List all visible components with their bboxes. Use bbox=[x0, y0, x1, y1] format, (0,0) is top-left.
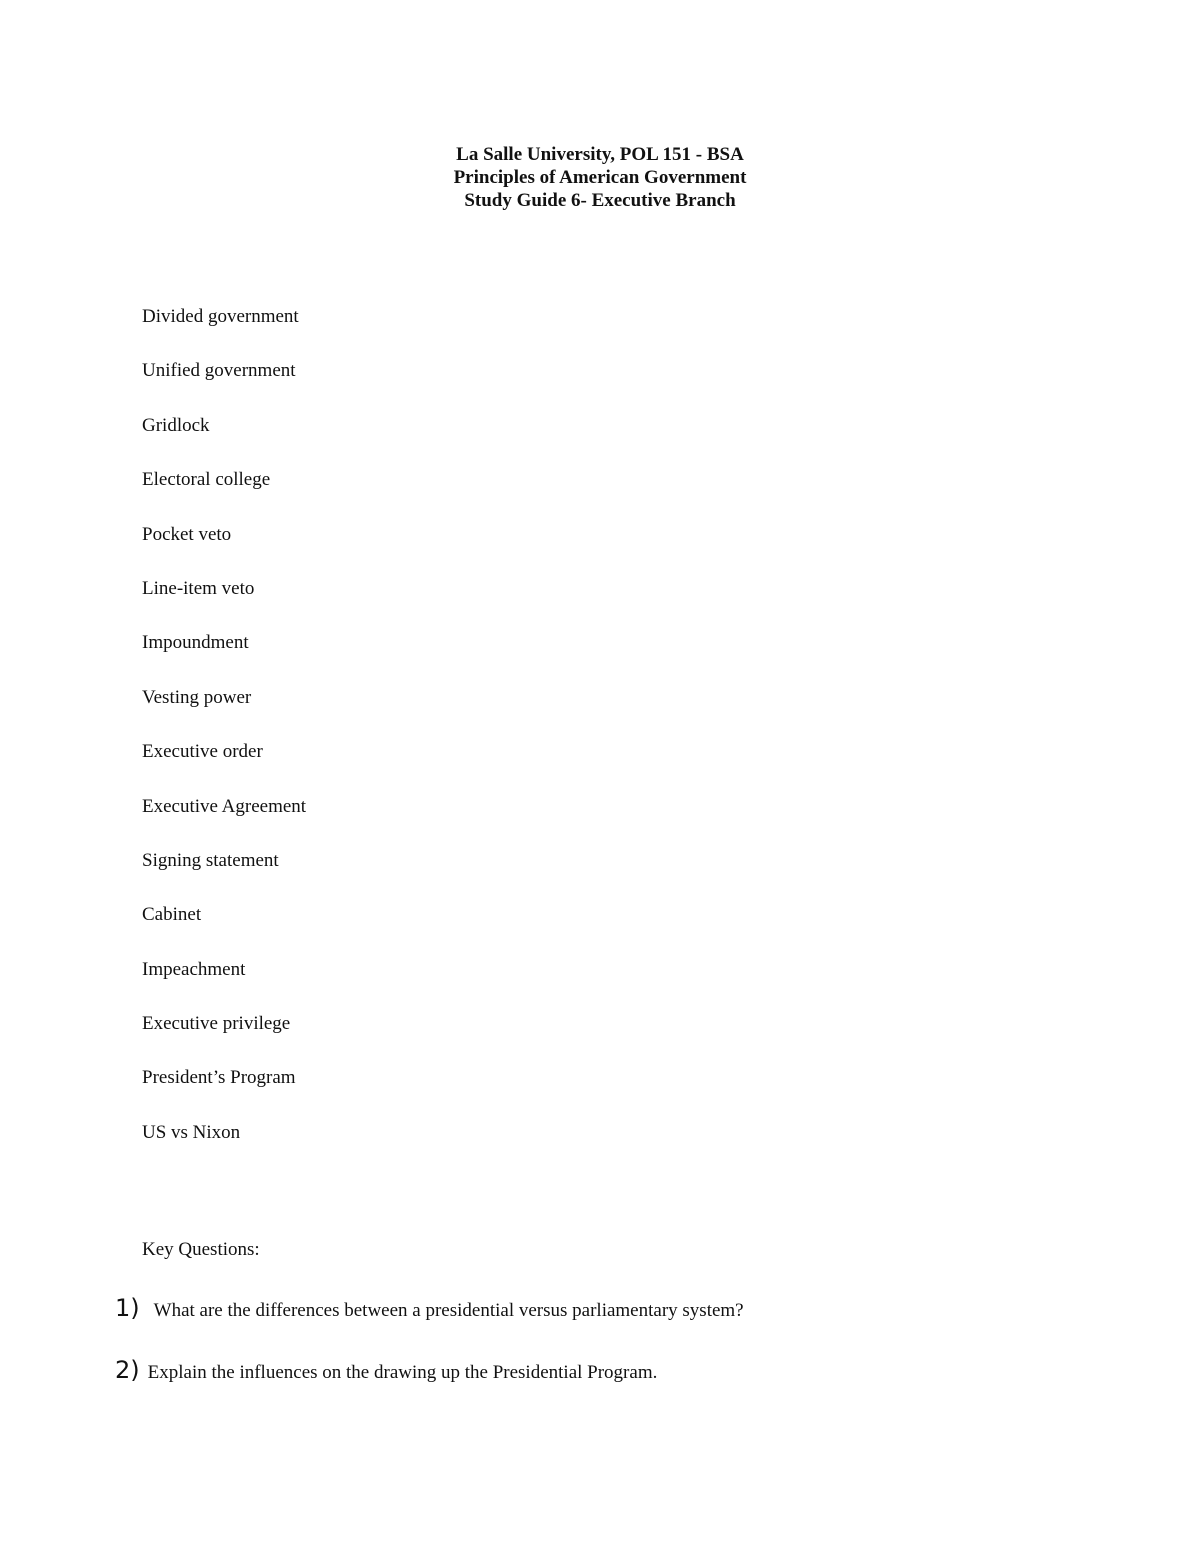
question-text: Explain the influences on the drawing up the Presidential Program. bbox=[147, 1362, 658, 1383]
term-item: Divided government bbox=[142, 306, 299, 327]
term-item: Pocket veto bbox=[142, 523, 232, 545]
key-questions-label: Key Questions: bbox=[142, 1239, 260, 1260]
document-header bbox=[0, 143, 1200, 212]
term-item: Executive order bbox=[142, 741, 263, 763]
header-university-course: La Salle University, POL 151 - BSA bbox=[456, 144, 744, 165]
header-study-guide-title: Study Guide 6- Executive Branch bbox=[464, 190, 736, 211]
header-course-title: Principles of American Government bbox=[453, 167, 747, 188]
term-item: Impeachment bbox=[142, 958, 246, 980]
terms-list bbox=[142, 305, 306, 1175]
term-item: Cabinet bbox=[142, 904, 202, 926]
term-item: Executive Agreement bbox=[142, 795, 307, 817]
question-1 bbox=[115, 1293, 744, 1326]
term-item: Gridlock bbox=[142, 414, 210, 436]
term-item: Electoral college bbox=[142, 469, 271, 491]
question-text: What are the differences between a presidential versus parliamentary system? bbox=[153, 1300, 744, 1321]
term-item: Executive privilege bbox=[142, 1013, 291, 1035]
term-item: Unified government bbox=[142, 360, 296, 382]
term-item: President’s Program bbox=[142, 1067, 296, 1089]
term-item: Signing statement bbox=[142, 849, 279, 871]
question-number: 2) bbox=[115, 1356, 140, 1384]
question-2 bbox=[115, 1355, 657, 1388]
term-item: Vesting power bbox=[142, 686, 252, 708]
term-item: US vs Nixon bbox=[142, 1121, 241, 1143]
term-item: Line-item veto bbox=[142, 577, 255, 599]
question-number: 1) bbox=[115, 1294, 140, 1322]
term-item: Impoundment bbox=[142, 632, 249, 654]
